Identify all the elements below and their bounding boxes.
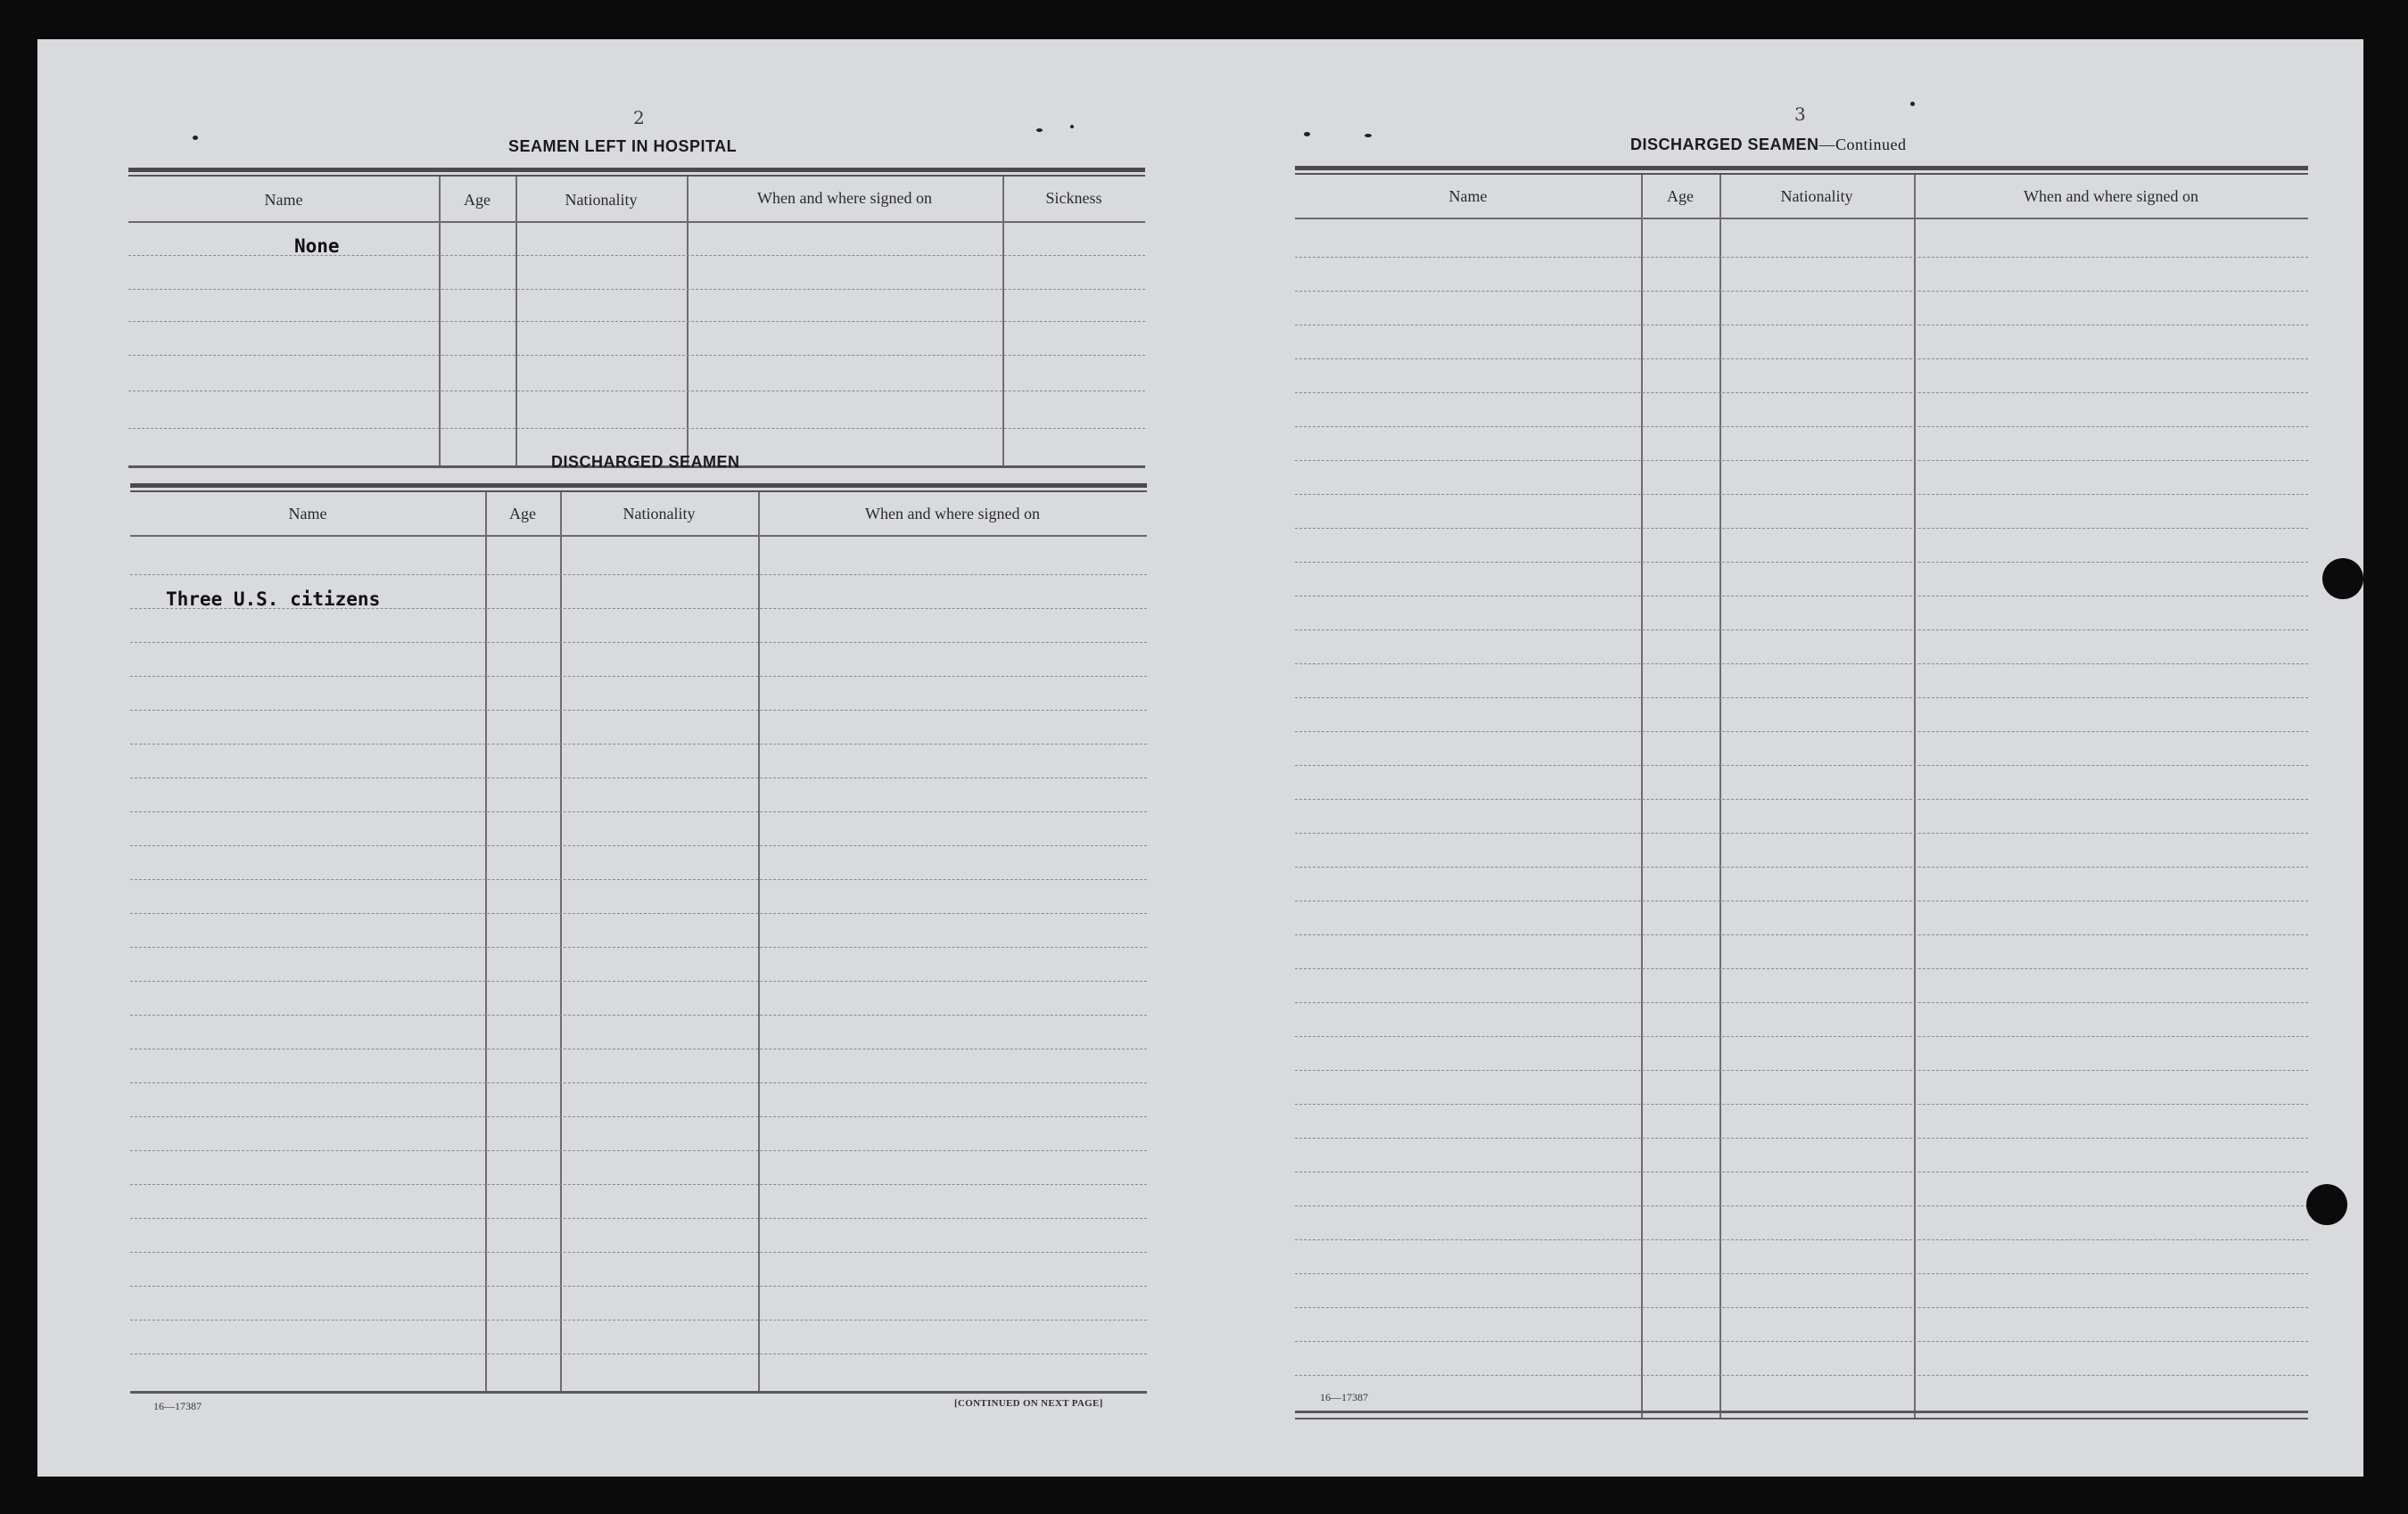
continued-note: [CONTINUED ON NEXT PAGE]: [954, 1398, 1103, 1409]
scan-speck: [1365, 134, 1372, 137]
scan-speck: [1910, 102, 1915, 106]
hospital-col-age: Age: [464, 191, 491, 209]
discharged-table-left: [130, 483, 1147, 1396]
continued-col-name: Name: [1448, 187, 1488, 205]
ledger-sheet: [37, 39, 2363, 1477]
binder-hole-lower: [2306, 1184, 2347, 1225]
hospital-table: [128, 168, 1145, 471]
discharged-col-signed-on: When and where signed on: [865, 505, 1040, 522]
discharged-col-name: Name: [288, 505, 327, 522]
right-section-title-suffix: —Continued: [1818, 136, 1907, 153]
continued-col-signed-on: When and where signed on: [2024, 187, 2198, 205]
discharged-col-age: Age: [509, 505, 536, 522]
right-section-title: [1630, 136, 1907, 154]
scan-speck: [1304, 132, 1310, 136]
hospital-col-sickness: Sickness: [1045, 189, 1102, 207]
discharged-col-nationality: Nationality: [623, 505, 696, 522]
continued-col-age: Age: [1667, 187, 1694, 205]
hospital-entry-name: None: [294, 235, 340, 257]
discharged-section-title: DISCHARGED SEAMEN: [551, 453, 740, 471]
binder-hole-upper: [2322, 558, 2363, 599]
discharged-entry-name: Three U.S. citizens: [166, 588, 381, 610]
left-form-code: 16—17387: [153, 1400, 202, 1412]
hospital-col-signed-on: When and where signed on: [757, 189, 932, 207]
scan-speck: [1036, 128, 1043, 132]
scan-speck: [1070, 125, 1074, 128]
right-page-number: 3: [1794, 103, 1806, 125]
right-form-code: 16—17387: [1320, 1391, 1368, 1403]
hospital-section-title: SEAMEN LEFT IN HOSPITAL: [508, 137, 738, 155]
hospital-col-nationality: Nationality: [565, 191, 638, 209]
left-page-number: 2: [633, 107, 645, 128]
hospital-col-name: Name: [264, 191, 303, 209]
continued-col-nationality: Nationality: [1780, 187, 1853, 205]
right-section-title-main: DISCHARGED SEAMEN: [1630, 136, 1819, 153]
scan-speck: [193, 136, 198, 140]
discharged-table-right: [1295, 166, 2308, 1425]
